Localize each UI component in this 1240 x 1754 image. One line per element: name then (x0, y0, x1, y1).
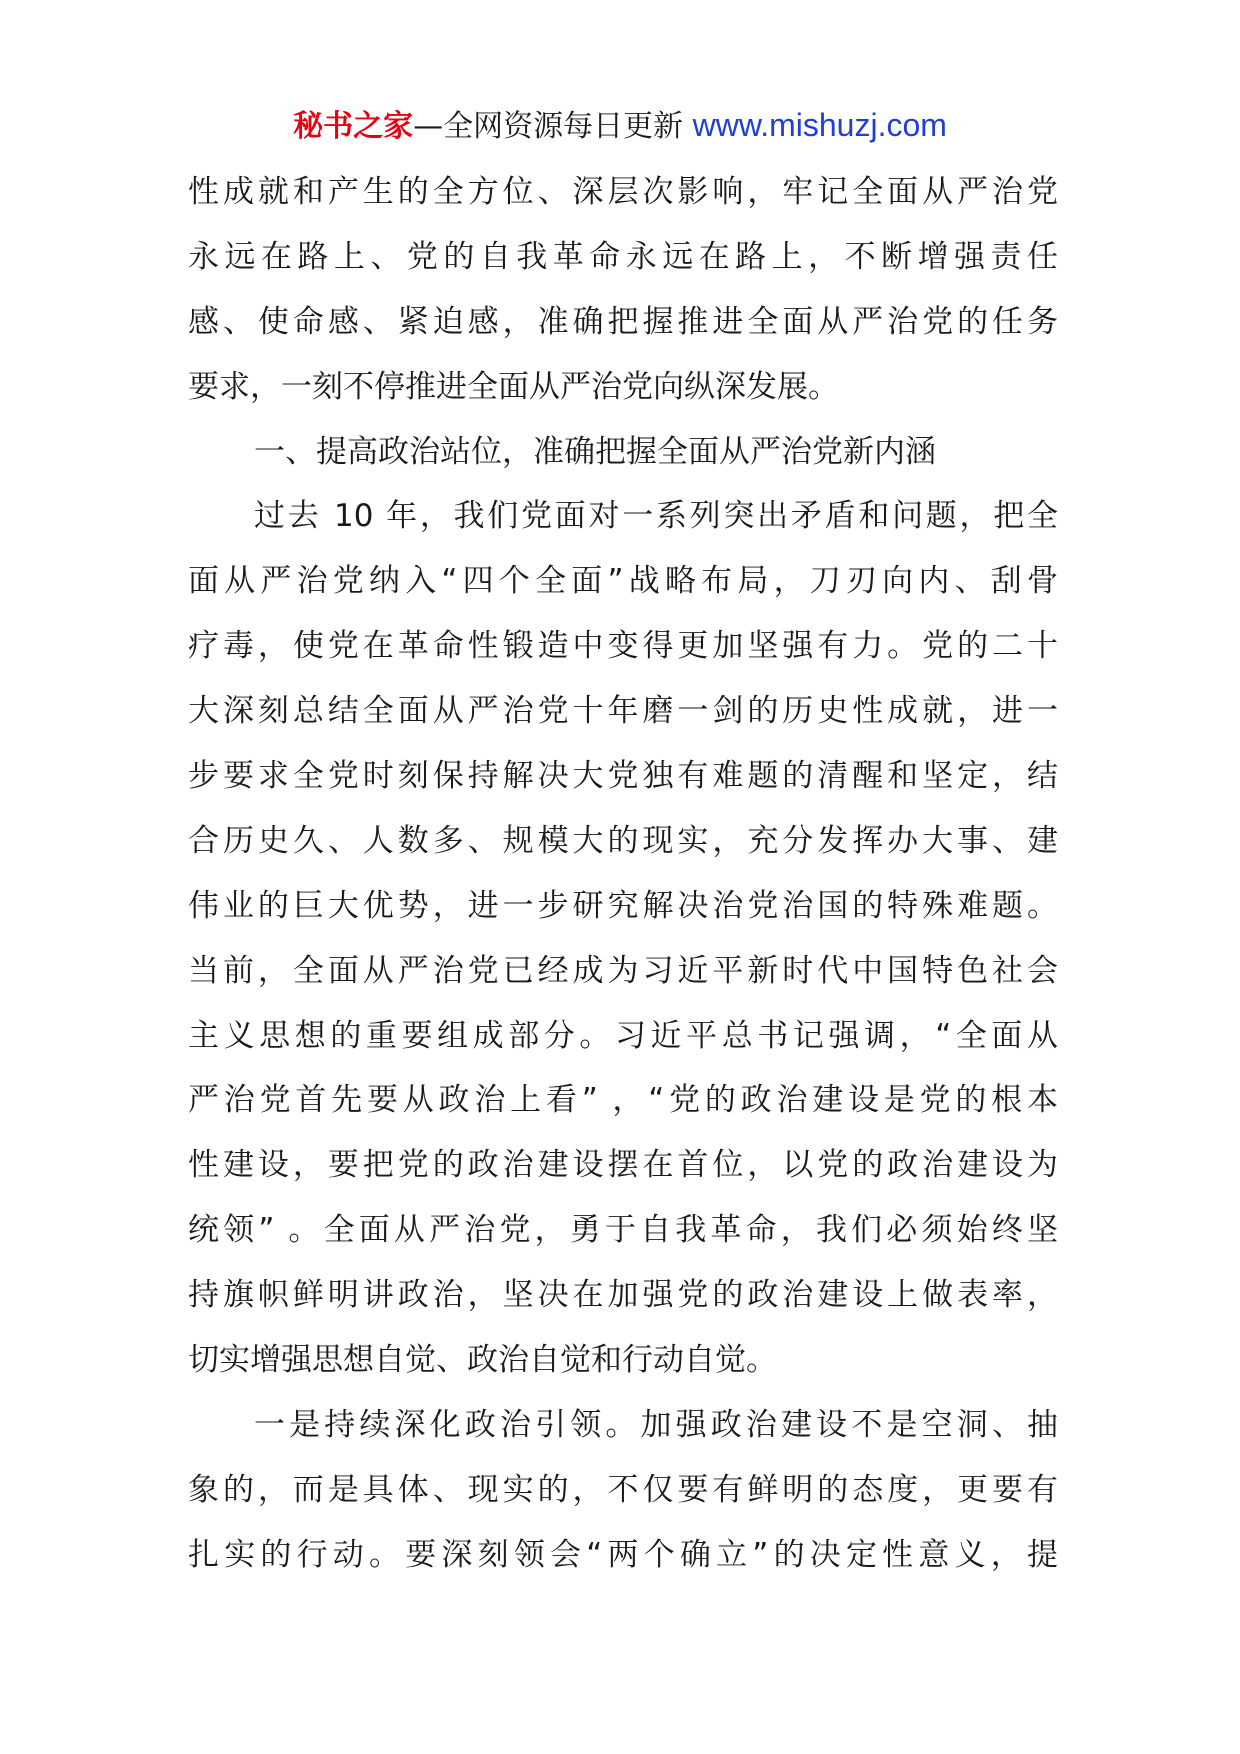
text-line: 切实增强思想自觉、政治自觉和行动自觉。 (188, 1342, 777, 1379)
text-line: 面从严治党纳入“四个全面”战略布局，刀刃向内、刮骨 (188, 563, 1058, 600)
site-header (0, 100, 1240, 152)
text-line: 感、使命感、紧迫感，准确把握推进全面从严治党的任务 (188, 303, 1058, 340)
text-line: 伟业的巨大优势，进一步研究解决治党治国的特殊难题。 (188, 887, 1058, 924)
text-line: 大深刻总结全面从严治党十年磨一剑的历史性成就，进一 (188, 693, 1058, 730)
text-line: 严治党首先要从政治上看” ，“党的政治建设是党的根本 (188, 1082, 1058, 1119)
text-line: 性成就和产生的全方位、深层次影响，牢记全面从严治党 (188, 174, 1058, 210)
site-url[interactable]: www.mishuzj.com (692, 107, 947, 143)
text-line: 过去 10 年，我们党面对一系列突出矛盾和问题，把全 (254, 498, 1058, 535)
site-brand: 秘书之家 (293, 109, 414, 144)
text-line: 主义思想的重要组成部分。习近平总书记强调，“全面从 (188, 1017, 1058, 1054)
text-line: 合历史久、人数多、规模大的现实，充分发挥办大事、建 (188, 822, 1058, 859)
text-line: 性建设，要把党的政治建设摆在首位，以党的政治建设为 (188, 1147, 1058, 1184)
text-line: 疗毒，使党在革命性锻造中变得更加坚强有力。党的二十 (188, 628, 1058, 665)
text-line: 持旗帜鲜明讲政治，坚决在加强党的政治建设上做表率， (188, 1277, 1058, 1314)
section-heading: 一、提高政治站位，准确把握全面从严治党新内涵 (254, 433, 936, 470)
text-line: 一是持续深化政治引领。加强政治建设不是空洞、抽 (254, 1406, 1058, 1443)
text-line: 步要求全党时刻保持解决大党独有难题的清醒和坚定，结 (188, 758, 1058, 795)
text-line: 扎实的行动。要深刻领会“两个确立”的决定性意义，提 (188, 1536, 1058, 1573)
site-slogan: —全网资源每日更新 (413, 109, 693, 144)
text-line: 象的，而是具体、现实的，不仅要有鲜明的态度，更要有 (188, 1471, 1058, 1508)
text-line: 统领” 。全面从严治党，勇于自我革命，我们必须始终坚 (188, 1212, 1058, 1249)
text-line: 当前，全面从严治党已经成为习近平新时代中国特色社会 (188, 952, 1058, 989)
text-line: 永远在路上、党的自我革命永远在路上，不断增强责任 (188, 238, 1058, 275)
text-line: 要求，一刻不停推进全面从严治党向纵深发展。 (188, 368, 839, 405)
document-body (188, 160, 1058, 1588)
